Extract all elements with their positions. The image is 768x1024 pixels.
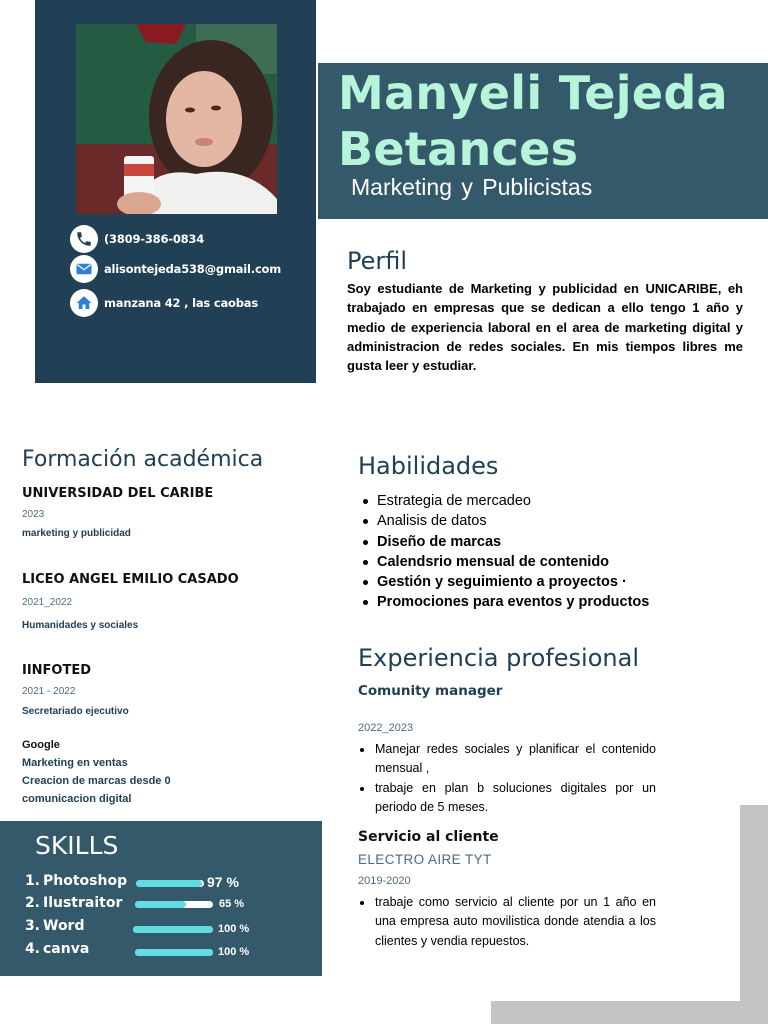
job-title: Marketing y Publicistas xyxy=(351,174,593,200)
job-year: 2019-2020 xyxy=(358,875,411,887)
list-item: trabaje en plan b soluciones digitales por un periodo de 5 meses. xyxy=(358,779,656,818)
skill-number: 2. xyxy=(24,895,40,911)
skills-heading: SKILLS xyxy=(35,831,119,860)
formacion-heading: Formación académica xyxy=(22,447,264,472)
job-duties-list xyxy=(358,740,656,817)
home-icon xyxy=(70,289,98,317)
experiencia-heading: Experiencia profesional xyxy=(358,644,639,672)
education-year: 2021_2022 xyxy=(22,597,73,608)
skill-row xyxy=(0,918,322,938)
list-item: trabaje como servicio al cliente por un 1 año en una empresa auto movilistica donde atendia a los clientes y vendia repuestos. xyxy=(358,893,656,951)
email-address: alisontejeda538@gmail.com xyxy=(104,262,282,276)
job-company: ELECTRO AIRE TYT xyxy=(358,852,492,867)
google-course: Marketing en ventas xyxy=(22,757,128,769)
skill-bar xyxy=(136,880,204,887)
skill-name: canva xyxy=(43,941,90,957)
habilidades-heading: Habilidades xyxy=(358,452,499,480)
education-year: 2021 - 2022 xyxy=(22,686,76,697)
contact-phone xyxy=(70,225,204,253)
list-item: Manejar redes sociales y planificar el contenido mensual , xyxy=(358,740,656,779)
list-item: Promociones para eventos y productos xyxy=(358,592,649,612)
skill-name: Photoshop xyxy=(43,873,128,889)
skill-bar-fill xyxy=(135,901,186,908)
decorative-grey-bar-horizontal xyxy=(491,1001,768,1024)
skill-bar-fill xyxy=(135,949,213,956)
education-title: UNIVERSIDAD DEL CARIBE xyxy=(22,486,214,501)
skill-row xyxy=(0,873,322,893)
job-year: 2022_2023 xyxy=(358,722,414,734)
skill-number: 3. xyxy=(24,918,40,934)
google-course: comunicacion digital xyxy=(22,793,132,805)
skill-bar-fill xyxy=(133,926,213,933)
education-title: IINFOTED xyxy=(22,663,92,678)
phone-number: (3809-386-0834 xyxy=(104,232,205,246)
contact-email xyxy=(70,255,281,283)
skill-bar-fill xyxy=(136,880,202,887)
email-icon xyxy=(70,255,98,283)
address-text: manzana 42 , las caobas xyxy=(104,296,258,310)
phone-icon xyxy=(70,225,98,253)
job-role: Comunity manager xyxy=(358,683,503,699)
education-title: LICEO ANGEL EMILIO CASADO xyxy=(22,572,239,587)
person-name-second-line: Betances xyxy=(338,122,579,176)
skill-percent: 100 % xyxy=(218,923,250,935)
skill-percent: 97 % xyxy=(207,874,239,890)
list-item: Gestión y seguimiento a proyectos · xyxy=(358,572,649,592)
skill-percent: 65 % xyxy=(219,898,245,910)
education-subject: Secretariado ejecutivo xyxy=(22,706,129,717)
skill-number: 1. xyxy=(24,873,40,889)
google-course: Creacion de marcas desde 0 xyxy=(22,775,171,787)
skill-row xyxy=(0,895,322,915)
job-duties-list xyxy=(358,893,656,951)
profile-photo xyxy=(76,24,277,214)
list-item: Calendsrio mensual de contenido xyxy=(358,552,649,572)
habilidades-list xyxy=(358,491,649,613)
perfil-text: Soy estudiante de Marketing y publicidad en UNICARIBE, eh trabajado en empresas que se dedican a ello tengo 1 año y medio de experiencia laboral en el area de marketing digital y administracion de redes sociales. En mis tiempos libres me gusta leer y estudiar. xyxy=(347,281,743,374)
education-subject: Humanidades y sociales xyxy=(22,620,139,631)
list-item: Analisis de datos xyxy=(358,511,649,531)
list-item: Estrategia de mercadeo xyxy=(358,491,649,511)
skill-row xyxy=(0,941,322,961)
perfil-heading: Perfil xyxy=(347,247,408,275)
skill-bar xyxy=(133,926,213,933)
skill-name: Word xyxy=(43,918,85,934)
contact-address xyxy=(70,289,258,317)
skill-bar xyxy=(135,949,213,956)
list-item: Diseño de marcas xyxy=(358,532,649,552)
skill-name: Ilustraitor xyxy=(43,895,123,911)
google-title: Google xyxy=(22,739,60,751)
decorative-grey-bar-vertical xyxy=(740,805,768,1024)
skill-percent: 100 % xyxy=(218,946,250,958)
job-role: Servicio al cliente xyxy=(358,829,499,845)
skill-bar xyxy=(135,901,213,908)
skill-number: 4. xyxy=(24,941,40,957)
education-subject: marketing y publicidad xyxy=(22,528,131,539)
education-year: 2023 xyxy=(22,509,45,520)
person-name-first-line: Manyeli Tejeda xyxy=(338,66,728,120)
